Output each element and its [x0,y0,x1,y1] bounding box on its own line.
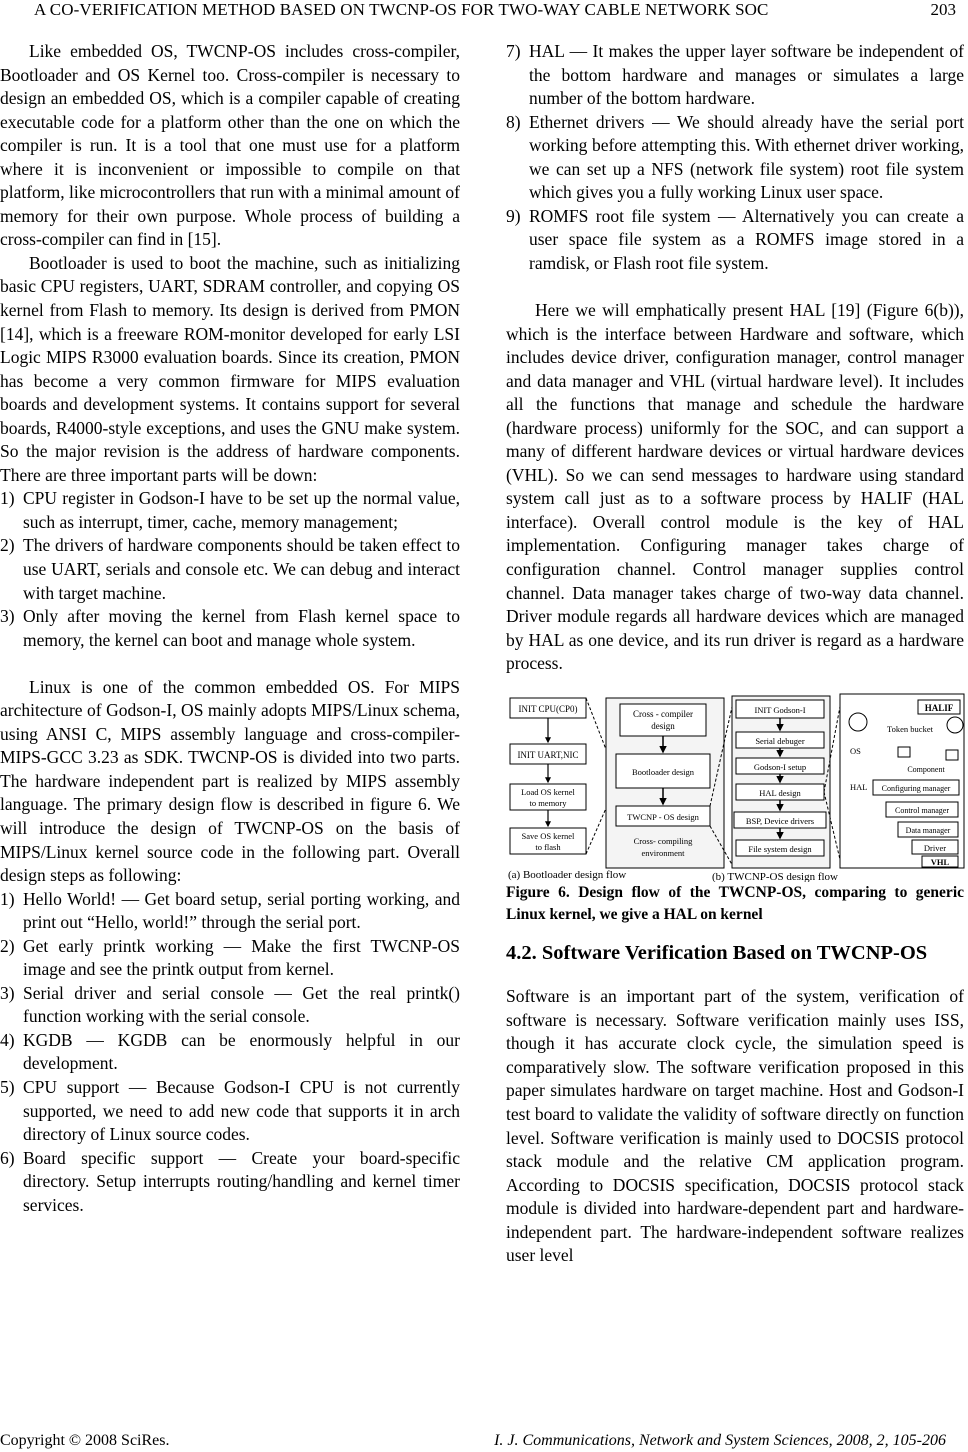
svg-text:Component: Component [907,764,945,774]
svg-text:File system design: File system design [748,843,812,854]
paragraph-cross-compiler: Like embedded OS, TWCNP-OS includes cross-compiler, Bootloader and OS Kernel too. Cross-compiler is necessary to design an embedded OS, which is a compiler capable of creating executable code for a platform other than the one on which the compiler is run. It is a tool that one must use for a platform where it is inconvenient or impossible to compile on that platform, like microcontrollers that run with a minimal amount of memory for their own purpose. Whole process of building a cross-compiler can find in [15]. [0,41,460,250]
svg-text:environment: environment [641,847,685,858]
list-item: 1) CPU register in Godson-I have to be set up the normal value, such as interrupt, timer, cache, memory management; [0,488,460,532]
design-flow-diagram [506,692,966,882]
svg-text:Serial debuger: Serial debuger [755,735,805,746]
svg-text:Cross - compiler: Cross - compiler [633,708,693,719]
svg-text:design: design [651,720,675,731]
paragraph-software-verification: Software is an important part of the system, verification of software is necessary. Software verification mainly uses ISS, though it has accurate clock cycle, the simulation speed is comparatively slow. The software verification proposed in this paper simulates hardware on target machine. Host and Godson-I test board to validate the validity of software directly on function level. Software verification is mainly used to DOCSIS protocol stack module and the relative CM application program. According to DOCSIS specification, DOCSIS protocol stack module is divided into hardware-dependent part and hardware-independent part. The hardware-independent software realizes user level [506,986,964,1266]
list-item: 1) Hello World! — Get board setup, serial porting working, and print out “Hello, world!” through the serial port. [0,888,460,933]
svg-text:to memory: to memory [529,797,567,808]
figure-caption: Figure 6. Design flow of the TWCNP-OS, comparing to generic Linux kernel, we give a HAL on kernel [506,883,964,923]
list-item: 7) HAL — It makes the upper layer software be independent of the bottom hardware and manages or simulates a large number of the bottom hardware. [506,41,964,109]
svg-text:Data manager: Data manager [905,825,951,835]
svg-text:INIT Godson-I: INIT Godson-I [754,704,806,715]
list-item: 8) Ethernet drivers — We should already have the serial port working before attempting this. With ethernet driver working, we can set up a NFS (network file system) root file system which gives you a fully working Linux user space. [506,111,964,203]
init-cpu-label: INIT CPU(CP0) [518,703,578,714]
svg-text:Configuring manager: Configuring manager [881,783,951,793]
list-item: 2) Get early printk working — Make the first TWCNP-OS image and see the printk output from kernel. [0,935,460,980]
svg-text:Driver: Driver [923,842,947,853]
list-item: 3) Serial driver and serial console — Get the real printk() function working with the serial console. [0,982,460,1027]
label-b: (b) TWCNP-OS design flow [712,870,838,882]
design-steps-list-continued [506,40,964,275]
running-title: A CO-VERIFICATION METHOD BASED ON TWCNP-OS FOR TWO-WAY CABLE NETWORK SOC [34,0,769,19]
paragraph-linux: Linux is one of the common embedded OS. For MIPS architecture of Godson-I, OS mainly adopts MIPS/Linux schema, using ANSI C, MIPS assembly language and cross-compiler-MIPS-GCC 3.23 as SDK. TWCNP-OS is divided into two parts. The hardware independent part is realized by MIPS assembly language. The primary design flow is described in figure 6. We will introduce the design of TWCNP-OS on the basis of MIPS/Linux kernel source code in the following part. Overall design steps as following: [0,676,460,886]
svg-text:Godson-I setup: Godson-I setup [753,761,807,772]
list-item: 4) KGDB — KGDB can be enormously helpful in our development. [0,1029,460,1074]
svg-text:Control manager: Control manager [895,805,949,815]
svg-text:Bootloader design: Bootloader design [631,766,695,777]
label-a: (a) Bootloader design flow [508,868,627,881]
svg-text:OS: OS [850,745,861,756]
svg-text:HALIF: HALIF [924,702,954,713]
list-item: 6) Board specific support — Create your board-specific directory. Setup interrupts routing/handling and kernel timer services. [0,1147,460,1215]
svg-text:VHL: VHL [930,856,950,867]
list-item: 9) ROMFS root file system — Alternatively you can create a user space file system as a ROMFS image stored in a ramdisk, or Flash root file system. [506,205,964,273]
design-steps-list [0,888,460,1218]
svg-text:BSP, Device drivers: BSP, Device drivers [745,815,815,826]
figure-6-design-flow [506,692,966,882]
init-uart-label: INIT UART,NIC [517,749,579,760]
right-column [506,40,964,1268]
journal-citation: I. J. Communications, Network and System Sciences, 2008, 2, 105-206 [494,1432,946,1449]
svg-text:HAL design: HAL design [759,787,801,798]
page-number: 203 [930,0,956,19]
svg-text:Token bucket: Token bucket [887,723,933,734]
bootloader-parts-list [0,487,460,652]
svg-text:Save OS kernel: Save OS kernel [521,830,575,841]
paragraph-hal: Here we will emphatically present HAL [19] (Figure 6(b)), which is the interface between Hardware and software, which includes device driver, configuration manager, control manager and data manager and VHL (virtual hardware level). It includes all the functions that manage and schedule the hardware (hardware process) uniformly for the SOC, and can support a many of different hardware devices or virtual hardware devices (VHL). So we can send messages to hardware using standard system call just as to a software process by HALIF (HAL interface). Overall control module is the key of HAL implementation. Configuring manager takes charge of configuration channel. Control manager supplies control channel. Data manager takes charge of two-way data channel. Driver module regards all hardware devices which are managed by HAL as one device, and its run driver is regard as a hardware process. [506,299,964,674]
svg-text:to flash: to flash [535,841,561,852]
copyright: Copyright © 2008 SciRes. [0,1432,170,1449]
svg-text:Cross- compiling: Cross- compiling [633,835,693,846]
svg-text:TWCNP - OS design: TWCNP - OS design [627,811,699,822]
list-item: 2) The drivers of hardware components should be taken effect to use UART, serials and console etc. We can debug and interact with target machine. [0,535,460,603]
svg-text:Load OS kernel: Load OS kernel [521,786,575,797]
svg-text:HAL: HAL [850,781,868,792]
section-heading: 4.2. Software Verification Based on TWCNP-OS [506,941,928,964]
left-column [0,40,460,1217]
page-header [0,0,968,22]
paragraph-bootloader: Bootloader is used to boot the machine, such as initializing basic CPU registers, UART, SDRAM controller, and copying OS kernel from Flash to memory. Its design is derived from PMON [14], which is a freeware ROM-monitor developed for early LSI Logic MIPS R3000 evaluation boards. Since its creation, PMON has become a very common firmware for MIPS evaluation boards and development systems. It contains support for several boards, R4000-style exceptions, and uses the GNU make system. So the major revision is the address of hardware components. There are three important parts will be down: [0,252,460,485]
list-item: 5) CPU support — Because Godson-I CPU is not currently supported, we need to add new code that supports it in arch directory of Linux source codes. [0,1077,460,1145]
list-item: 3) Only after moving the kernel from Flash kernel space to memory, the kernel can boot and manage whole system. [0,606,460,650]
